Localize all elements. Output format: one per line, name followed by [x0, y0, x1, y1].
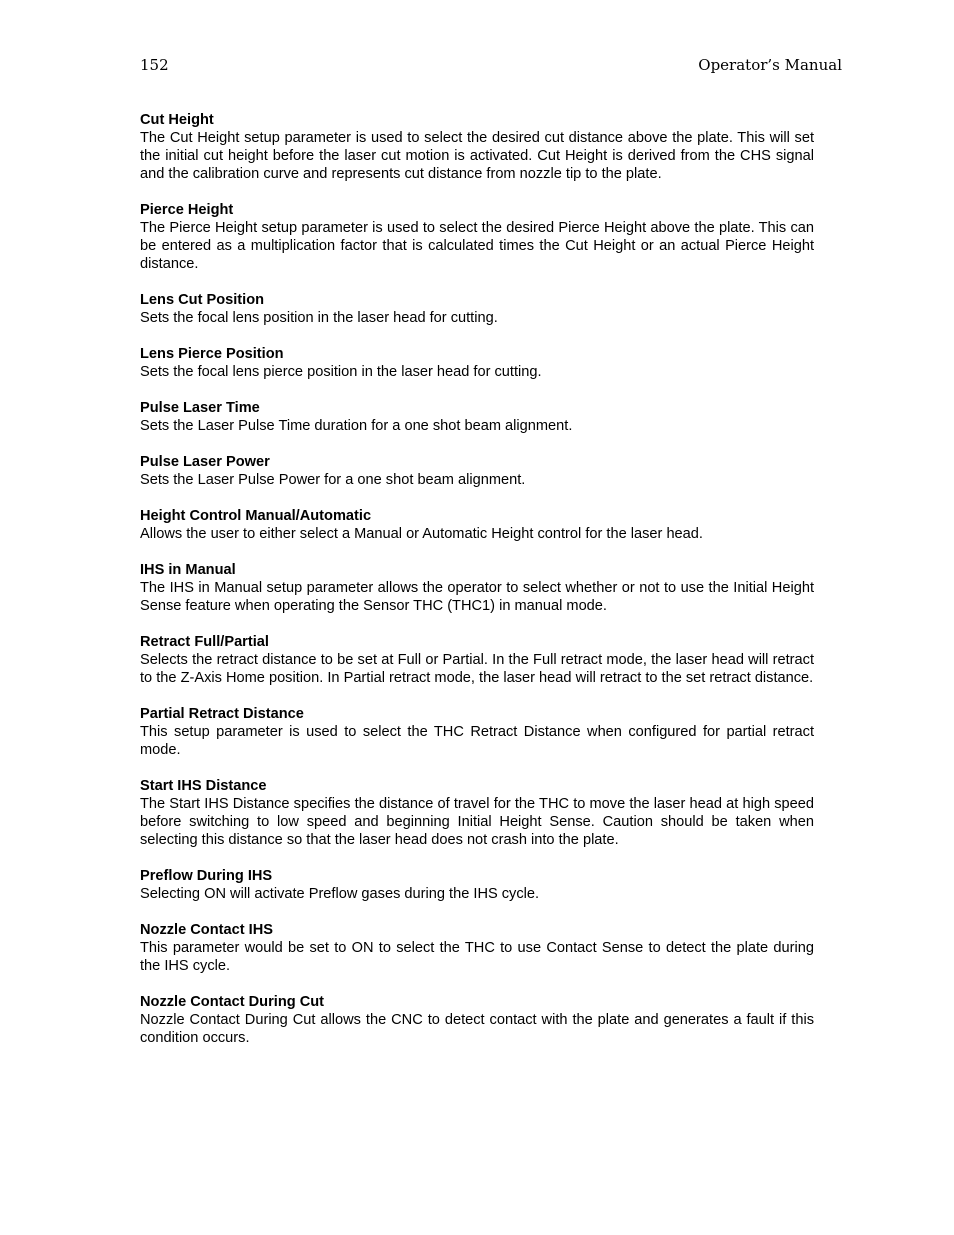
section-title: Nozzle Contact During Cut	[140, 994, 325, 1010]
section-start-ihs-distance	[140, 777, 814, 849]
section-title: Pulse Laser Time	[140, 400, 260, 416]
section-title: Lens Cut Position	[140, 292, 265, 308]
section-lens-pierce-position	[140, 345, 814, 381]
section-partial-retract-distance	[140, 705, 814, 759]
section-lens-cut-position	[140, 291, 814, 327]
document-body	[140, 111, 814, 1065]
section-title: Retract Full/Partial	[140, 634, 269, 650]
section-title: Nozzle Contact IHS	[140, 922, 273, 938]
section-body: Sets the Laser Pulse Power for a one shot beam alignment.	[140, 472, 526, 488]
section-body: Sets the focal lens position in the laser head for cutting.	[140, 310, 498, 326]
section-height-control	[140, 507, 814, 543]
section-retract-full-partial	[140, 633, 814, 687]
section-title: Height Control Manual/Automatic	[140, 508, 372, 524]
section-title: Partial Retract Distance	[140, 706, 304, 722]
section-body: This setup parameter is used to select the THC Retract Distance when configured for partial retract mode.	[140, 724, 814, 758]
page-number: 152	[140, 56, 169, 74]
section-preflow-during-ihs	[140, 867, 814, 903]
section-pulse-laser-time	[140, 399, 814, 435]
section-body: Selects the retract distance to be set at Full or Partial. In the Full retract mode, the laser head will retract to the Z-Axis Home position. In Partial retract mode, the laser head will retract to the set retract distance.	[140, 652, 814, 686]
manual-title: Operator’s Manual	[698, 56, 842, 74]
section-nozzle-contact-during-cut	[140, 993, 814, 1047]
section-title: Cut Height	[140, 112, 214, 128]
section-body: The IHS in Manual setup parameter allows the operator to select whether or not to use the Initial Height Sense feature when operating the Sensor THC (THC1) in manual mode.	[140, 580, 814, 614]
section-pulse-laser-power	[140, 453, 814, 489]
section-title: Start IHS Distance	[140, 778, 267, 794]
section-title: Lens Pierce Position	[140, 346, 284, 362]
section-cut-height	[140, 111, 814, 183]
section-title: Pierce Height	[140, 202, 234, 218]
section-body: Nozzle Contact During Cut allows the CNC to detect contact with the plate and generates a fault if this condition occurs.	[140, 1012, 814, 1046]
section-body: Allows the user to either select a Manual or Automatic Height control for the laser head.	[140, 526, 703, 542]
section-body: Selecting ON will activate Preflow gases during the IHS cycle.	[140, 886, 540, 902]
section-ihs-in-manual	[140, 561, 814, 615]
section-nozzle-contact-ihs	[140, 921, 814, 975]
section-body: This parameter would be set to ON to select the THC to use Contact Sense to detect the plate during the IHS cycle.	[140, 940, 814, 974]
section-title: IHS in Manual	[140, 562, 236, 578]
section-body: Sets the Laser Pulse Time duration for a one shot beam alignment.	[140, 418, 573, 434]
section-body: The Cut Height setup parameter is used to select the desired cut distance above the plate. This will set the initial cut height before the laser cut motion is activated. Cut Height is derived from the CHS signal and the calibration curve and represents cut distance from nozzle tip to the plate.	[140, 130, 814, 182]
section-body: The Start IHS Distance specifies the distance of travel for the THC to move the laser head at high speed before switching to low speed and beginning Initial Height Sense. Caution should be taken when selecting this distance so that the laser head does not crash into the plate.	[140, 796, 814, 848]
section-title: Preflow During IHS	[140, 868, 273, 884]
page-header	[140, 56, 842, 76]
section-body: Sets the focal lens pierce position in the laser head for cutting.	[140, 364, 542, 380]
section-body: The Pierce Height setup parameter is used to select the desired Pierce Height above the plate. This can be entered as a multiplication factor that is calculated times the Cut Height or an actual Pierce Height distance.	[140, 220, 814, 272]
section-title: Pulse Laser Power	[140, 454, 270, 470]
section-pierce-height	[140, 201, 814, 273]
